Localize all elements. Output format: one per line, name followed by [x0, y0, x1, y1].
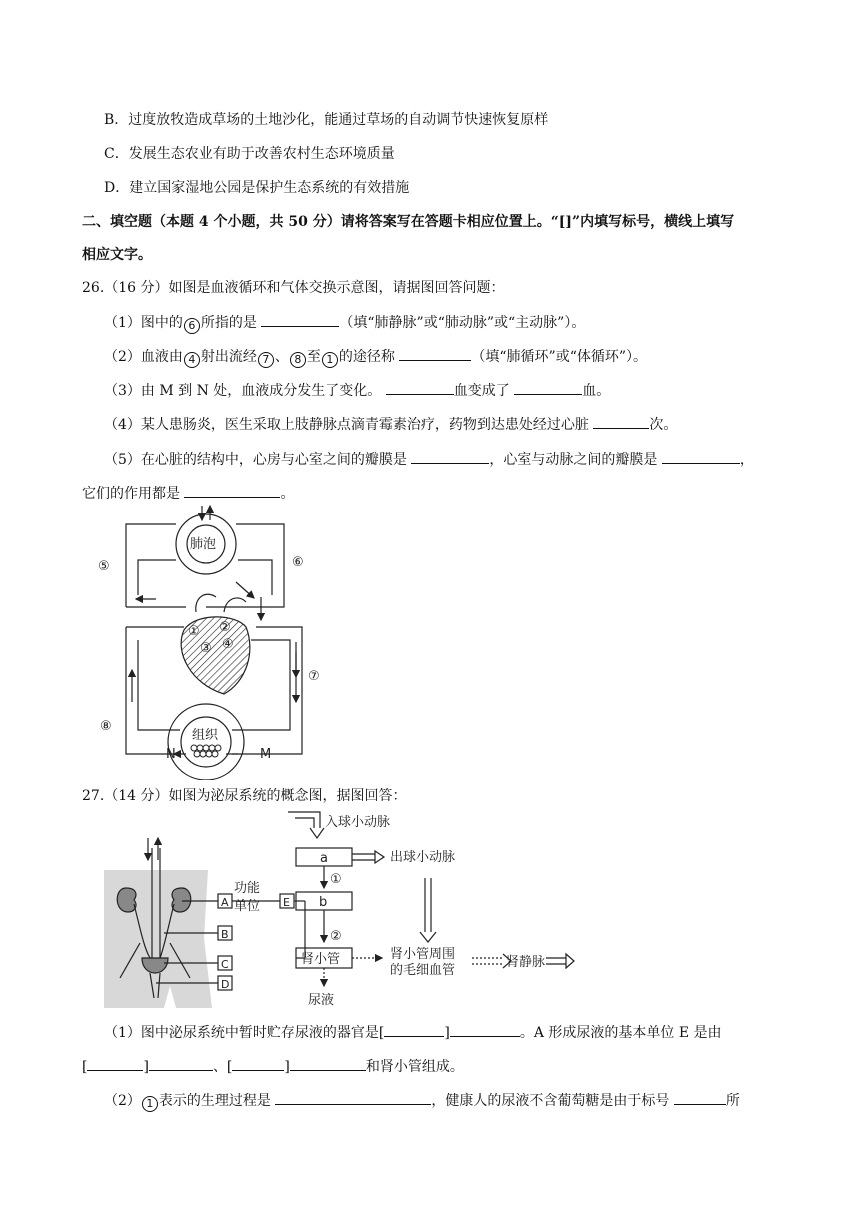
circled-number: 6 [184, 318, 200, 334]
answer-blank[interactable] [290, 1056, 366, 1071]
section-header-cont: 相应文字。 [82, 247, 152, 263]
heart-label-3: ③ [200, 641, 212, 656]
answer-blank[interactable] [184, 483, 280, 498]
box-b: b [319, 895, 328, 910]
answer-blank[interactable] [450, 1022, 520, 1037]
point-m-label: M [260, 747, 272, 762]
renal-vein-label: 肾静脉 [506, 955, 546, 970]
vessel-label-5: ⑤ [98, 559, 110, 574]
efferent-label: 出球小动脉 [390, 850, 456, 865]
vessel-label-6: ⑥ [292, 555, 304, 570]
label-b: B [221, 928, 229, 941]
point-n-label: N [166, 747, 176, 762]
circulation-diagram [96, 502, 336, 780]
label-c: C [221, 958, 229, 971]
label-a: A [221, 896, 229, 909]
answer-blank[interactable] [149, 1056, 213, 1071]
answer-blank[interactable] [232, 1056, 284, 1071]
vessel-label-8: ⑧ [100, 719, 112, 734]
function-unit-label-2: 单位 [234, 899, 261, 914]
answer-blank[interactable] [399, 346, 471, 361]
option-d: D．建立国家湿地公园是保护生态系统的有效措施 [104, 180, 410, 196]
q26-part2: （2）血液由 4 射出流经 7 、 8 至 1 的途径称 （填“肺循环”或“体循环”）。 [104, 346, 647, 368]
q26-part1: （1）图中的 6 所指的是 （填“肺静脉”或“肺动脉”或“主动脉”）。 [104, 312, 585, 334]
afferent-label: 入球小动脉 [325, 815, 391, 830]
answer-blank[interactable] [593, 414, 649, 429]
vessel-label-7: ⑦ [308, 669, 320, 684]
q26-part3: （3）由 M 到 N 处，血液成分发生了变化。 血变成了 血。 [104, 380, 610, 401]
q26-part5-cont: 它们的作用都是 。 [82, 483, 294, 504]
option-c: C．发展生态农业有助于改善农村生态环境质量 [104, 146, 395, 162]
answer-blank[interactable] [386, 380, 454, 395]
answer-blank[interactable] [411, 449, 489, 464]
answer-blank[interactable] [261, 312, 339, 327]
tubule-label: 肾小管 [301, 952, 341, 967]
answer-blank[interactable] [275, 1090, 431, 1105]
q27-intro: 27.（14 分）如图为泌尿系统的概念图，据图回答： [82, 788, 407, 804]
function-unit-label-1: 功能 [234, 881, 261, 896]
urinary-system-diagram [100, 808, 600, 1018]
q27-part1: （1）图中泌尿系统中暂时贮存尿液的器官是[ ] 。A 形成尿液的基本单位 E 是由 [104, 1022, 722, 1043]
tissue-label: 组织 [192, 728, 219, 743]
q26-part4: （4）某人患肠炎，医生采取上肢静脉点滴青霉素治疗，药物到达患处经过心脏 次。 [104, 414, 677, 435]
answer-blank[interactable] [87, 1056, 143, 1071]
heart-label-4: ④ [222, 637, 234, 652]
heart-label-1: ① [188, 624, 200, 639]
q26-intro: 26.（16 分）如图是血液循环和气体交换示意图，请据图回答问题： [82, 280, 505, 296]
label-e: E [283, 896, 290, 909]
option-b: B．过度放牧造成草场的土地沙化，能通过草场的自动调节快速恢复原样 [104, 112, 549, 128]
step-2-label: ② [330, 929, 342, 944]
q27-part1-cont: [ ] 、[ ] 和肾小管组成。 [82, 1056, 464, 1077]
answer-blank[interactable] [514, 380, 582, 395]
urine-label: 尿液 [308, 993, 335, 1008]
alveolus-label: 肺泡 [190, 537, 217, 552]
step-1-label: ① [330, 872, 342, 887]
heart-label-2: ② [219, 620, 231, 635]
capillary-label-1: 肾小管周围 [390, 947, 456, 962]
label-d: D [221, 978, 230, 991]
answer-blank[interactable] [384, 1022, 444, 1037]
q27-part2: （2） 1 表示的生理过程是 ，健康人的尿液不含葡萄糖是由于标号 所 [104, 1090, 740, 1112]
q26-part5: （5）在心脏的结构中，心房与心室之间的瓣膜是 ，心室与动脉之间的瓣膜是 ， [104, 449, 754, 470]
capillary-label-2: 的毛细血管 [390, 963, 456, 978]
section-header: 二、填空题（本题 4 个小题，共 50 分）请将答案写在答题卡相应位置上。“[]”内填写标号，横线上填写 [82, 214, 735, 230]
answer-blank[interactable] [662, 449, 740, 464]
answer-blank[interactable] [674, 1090, 726, 1105]
box-a: a [320, 851, 328, 866]
